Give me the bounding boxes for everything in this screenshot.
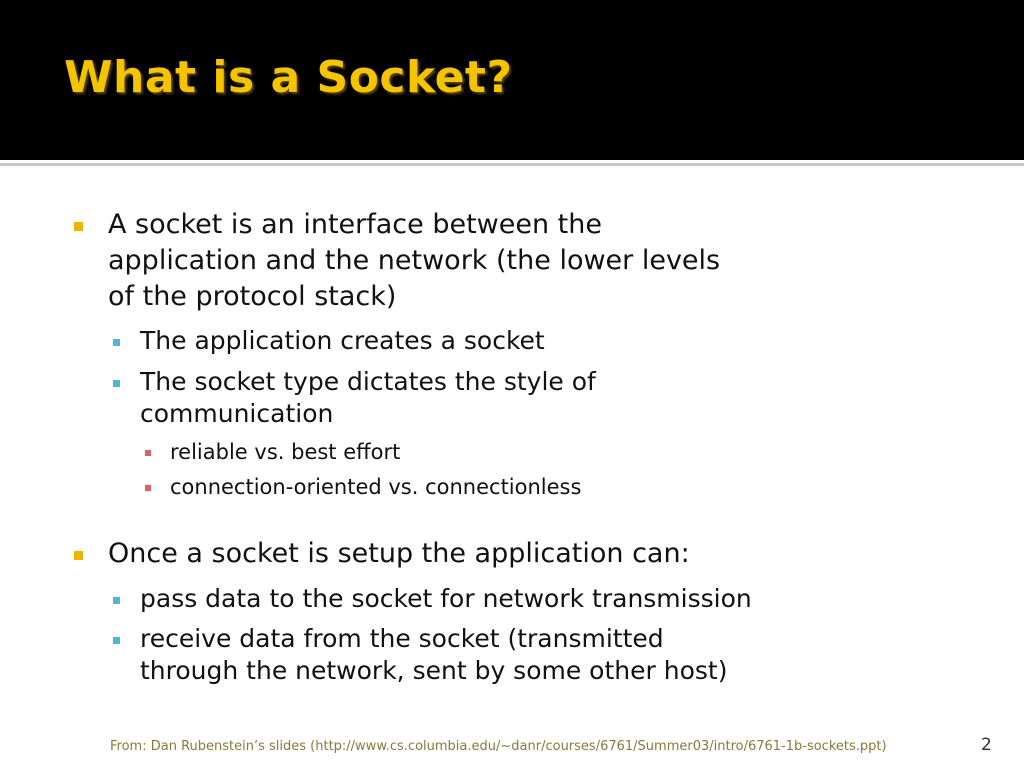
bullet-square-icon — [113, 597, 120, 604]
bullet-text: A socket is an interface between the — [108, 209, 602, 240]
bullet-square-icon — [74, 551, 83, 560]
source-citation: From: Dan Rubenstein’s slides (http://www.cs.columbia.edu/~danr/courses/6761/Summer03/intro/6761-1b-sockets.ppt) — [110, 739, 887, 754]
bullet-square-icon — [74, 222, 83, 231]
bullet-square-icon — [145, 485, 151, 491]
bullet-square-icon — [113, 380, 120, 387]
slide-title: What is a Socket? — [64, 52, 513, 103]
bullet-text: of the protocol stack) — [108, 281, 397, 312]
bullet-text: application and the network (the lower levels — [108, 245, 721, 276]
sub-sub-bullet-text: reliable vs. best effort — [170, 440, 401, 464]
page-number: 2 — [981, 735, 992, 755]
bullet-text: Once a socket is setup the application can: — [108, 538, 690, 569]
sub-bullet-text: The socket type dictates the style of — [140, 367, 596, 396]
sub-bullet-text: communication — [140, 399, 334, 428]
sub-bullet-text: The application creates a socket — [140, 326, 545, 355]
sub-bullet-text: receive data from the socket (transmitted — [140, 624, 664, 653]
bullet-square-icon — [113, 637, 120, 644]
bullet-square-icon — [113, 339, 120, 346]
bullet-square-icon — [145, 450, 151, 456]
sub-bullet-text: pass data to the socket for network transmission — [140, 584, 752, 613]
sub-sub-bullet-text: connection-oriented vs. connectionless — [170, 475, 582, 499]
sub-bullet-text: through the network, sent by some other host) — [140, 656, 728, 685]
